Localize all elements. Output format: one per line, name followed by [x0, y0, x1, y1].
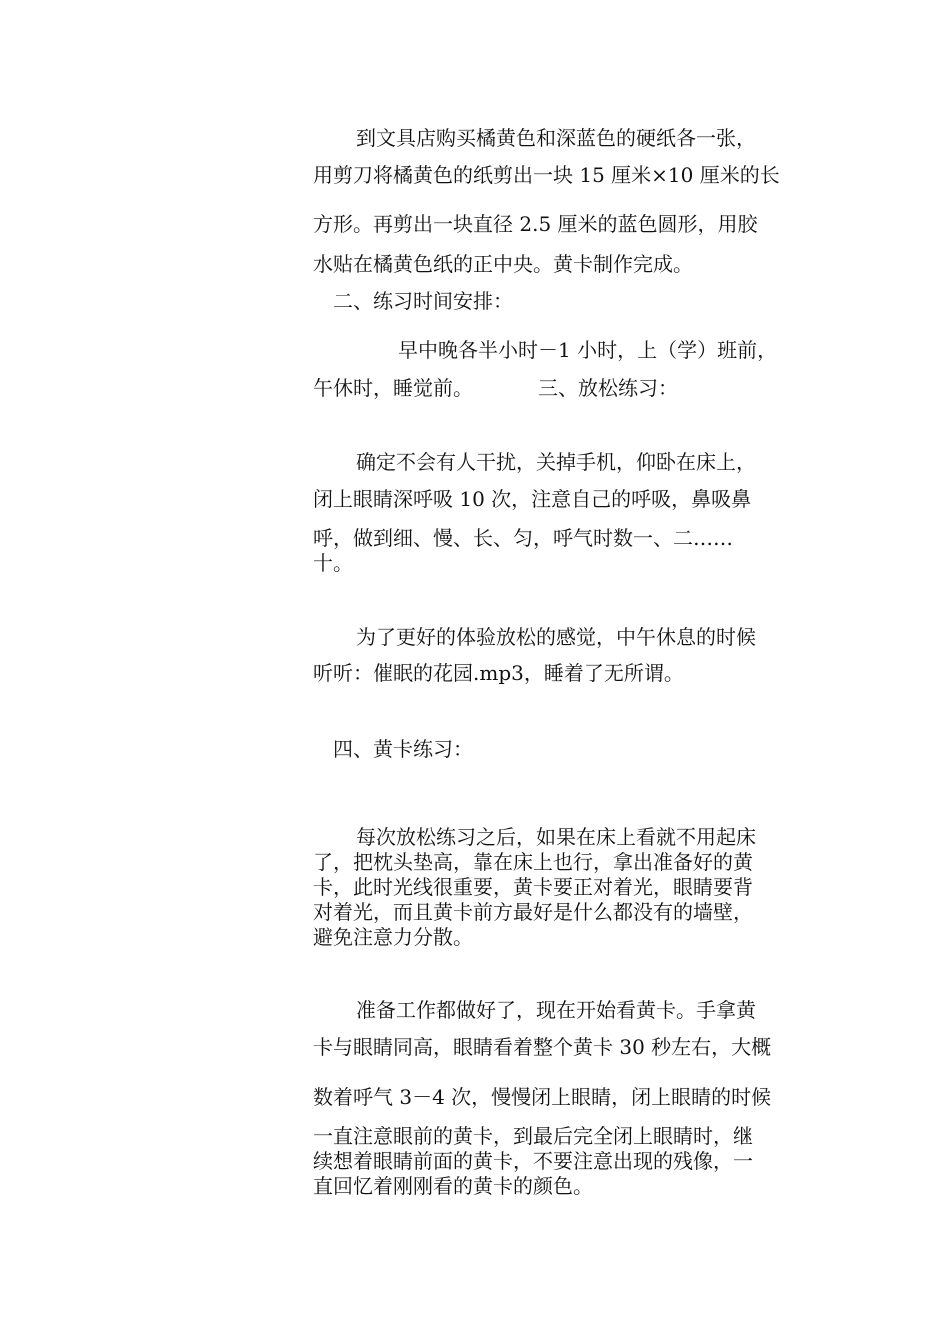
paragraph-2-line-1: 早中晚各半小时－1 小时，上（学）班前，: [398, 338, 778, 362]
paragraph-5-line-1: 每次放松练习之后，如果在床上看就不用起床: [356, 825, 756, 849]
paragraph-5-line-2: 了，把枕头垫高，靠在床上也行，拿出准备好的黄: [313, 850, 753, 874]
paragraph-5-line-3: 卡，此时光线很重要，黄卡要正对着光，眼睛要背: [313, 875, 753, 899]
section-heading-4: 四、黄卡练习：: [333, 737, 473, 761]
paragraph-3-line-1: 确定不会有人干扰，关掉手机，仰卧在床上，: [356, 450, 756, 474]
paragraph-6-line-3: 数着呼气 3－4 次，慢慢闭上眼睛，闭上眼睛的时候: [313, 1085, 772, 1109]
paragraph-3-line-4: 十。: [313, 551, 353, 575]
paragraph-4-line-1: 为了更好的体验放松的感觉，中午休息的时候: [356, 625, 756, 649]
paragraph-1-line-4: 水贴在橘黄色纸的正中央。黄卡制作完成。: [313, 252, 693, 276]
paragraph-6-line-5: 续想着眼睛前面的黄卡，不要注意出现的残像，一: [313, 1149, 753, 1173]
paragraph-1-line-2: 用剪刀将橘黄色的纸剪出一块 15 厘米×10 厘米的长: [313, 163, 780, 187]
paragraph-5-line-5: 避免注意力分散。: [313, 925, 473, 949]
paragraph-1-line-3: 方形。再剪出一块直径 2.5 厘米的蓝色圆形，用胶: [313, 212, 758, 236]
paragraph-6-line-4: 一直注意眼前的黄卡，到最后完全闭上眼睛时，继: [313, 1124, 753, 1148]
paragraph-3-line-2: 闭上眼睛深呼吸 10 次，注意自己的呼吸，鼻吸鼻: [313, 487, 752, 511]
section-heading-3: 三、放松练习：: [538, 376, 678, 400]
section-heading-2: 二、练习时间安排：: [333, 289, 513, 313]
paragraph-6-line-2: 卡与眼睛同高，眼睛看着整个黄卡 30 秒左右，大概: [313, 1035, 772, 1059]
paragraph-6-line-1: 准备工作都做好了，现在开始看黄卡。手拿黄: [356, 998, 756, 1022]
paragraph-5-line-4: 对着光，而且黄卡前方最好是什么都没有的墙壁，: [313, 900, 753, 924]
paragraph-6-line-6: 直回忆着刚刚看的黄卡的颜色。: [313, 1174, 593, 1198]
paragraph-4-line-2: 听听：催眠的花园.mp3，睡着了无所谓。: [313, 661, 684, 685]
paragraph-2-line-2a: 午休时，睡觉前。: [313, 376, 473, 400]
paragraph-1-line-1: 到文具店购买橘黄色和深蓝色的硬纸各一张，: [356, 126, 756, 150]
paragraph-3-line-3: 呼，做到细、慢、长、匀，呼气时数一、二……: [313, 526, 733, 550]
